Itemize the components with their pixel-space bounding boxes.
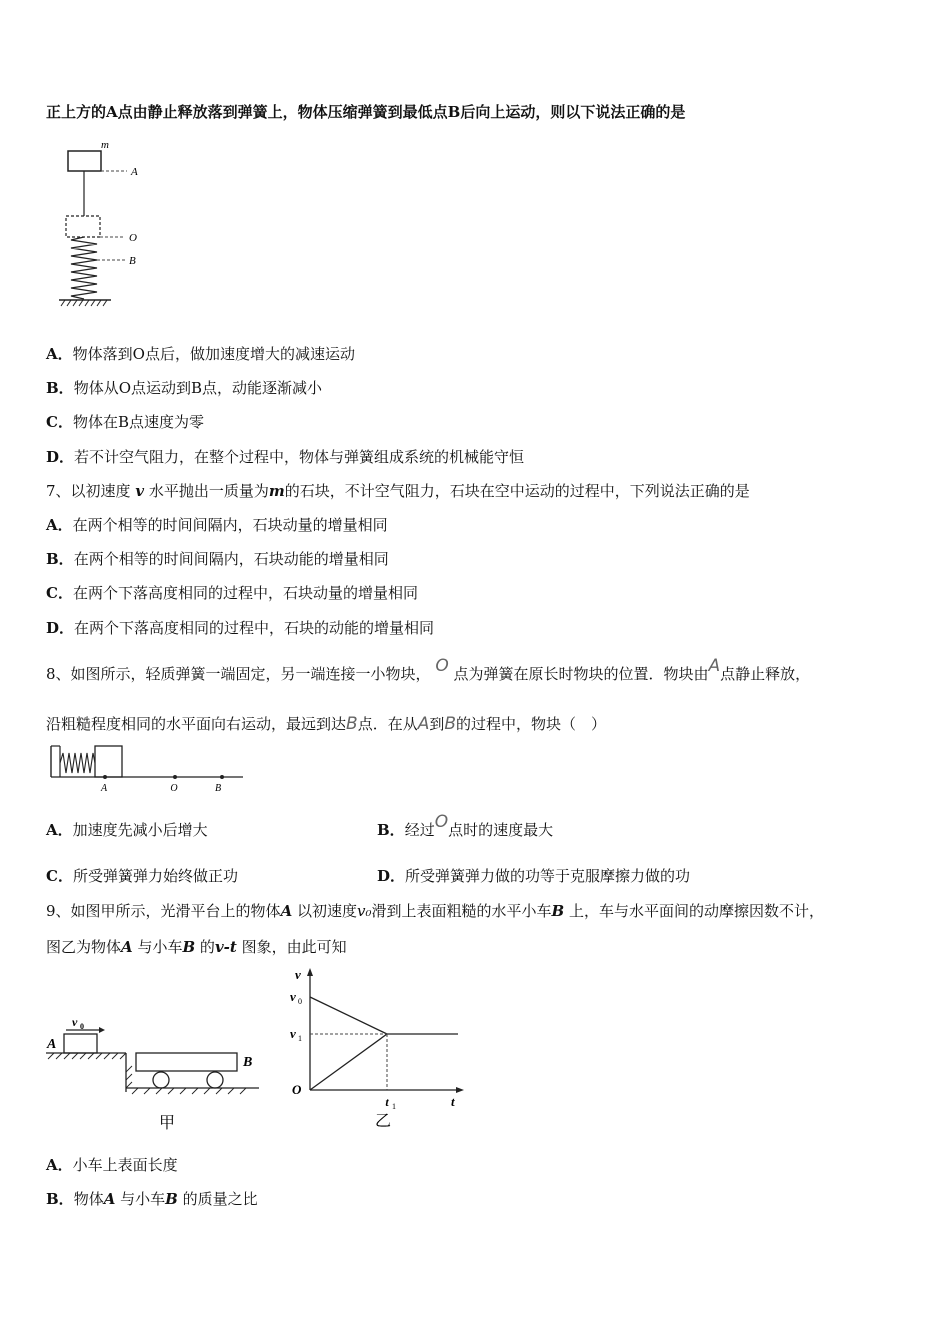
q8-stem-line2: 沿粗糙程度相同的水平面向右运动，最远到达B点．在从A到B的过程中，物块（ ）: [46, 714, 607, 734]
q6-option-b[interactable]: B．物体从O点运动到B点，动能逐渐减小: [46, 379, 323, 397]
q7-option-c[interactable]: C．在两个下落高度相同的过程中，石块动量的增量相同: [46, 584, 418, 602]
yi-axis-v: v: [295, 967, 301, 982]
fig8-label-a: A: [100, 783, 108, 794]
jia-label-b: B: [243, 1055, 253, 1070]
fig6-label-m: m: [101, 139, 109, 151]
yi-label-t1: t: [385, 1095, 389, 1109]
q9-figure-yi-vt-graph: [286, 966, 466, 1136]
yi-axis-t: t: [451, 1094, 455, 1109]
q9-figure-jia: [44, 1010, 264, 1135]
fig8-label-b: B: [214, 783, 222, 794]
svg-text:0: 0: [80, 1022, 84, 1031]
q9-option-a[interactable]: A．小车上表面长度: [46, 1156, 178, 1174]
fig8-label-o: O: [170, 783, 178, 794]
q6-spring-figure: [55, 138, 150, 308]
yi-caption: 乙: [374, 1113, 392, 1130]
q7-option-d[interactable]: D．在两个下落高度相同的过程中，石块的动能的增量相同: [46, 619, 435, 637]
fig6-label-a: A: [131, 166, 138, 178]
q8-spring-block-figure: [48, 743, 248, 795]
q9-option-b[interactable]: B．物体A 与小车B 的质量之比: [46, 1190, 258, 1208]
q7-stem: 7、以初速度 v 水平抛出一质量为m的石块，不计空气阻力，石块在空中运动的过程中，下列说法正确的是: [46, 482, 750, 500]
q6-option-d[interactable]: D．若不计空气阻力，在整个过程中，物体与弹簧组成系统的机械能守恒: [46, 448, 525, 466]
q8-option-d[interactable]: D．所受弹簧弹力做的功等于克服摩擦力做的功: [377, 867, 691, 885]
jia-label-v0: v: [72, 1015, 78, 1029]
svg-text:1: 1: [392, 1102, 396, 1111]
svg-text:0: 0: [298, 997, 302, 1006]
q8-option-c[interactable]: C．所受弹簧弹力始终做正功: [46, 867, 238, 885]
q7-option-b[interactable]: B．在两个相等的时间间隔内，石块动能的增量相同: [46, 550, 389, 568]
jia-label-a: A: [47, 1037, 57, 1052]
svg-text:1: 1: [298, 1034, 302, 1043]
q9-stem-line2: 图乙为物体A 与小车B 的v-t 图象，由此可知: [46, 938, 347, 956]
q8-stem-line1: 8、如图所示，轻质弹簧一端固定，另一端连接一小物块， O 点为弹簧在原长时物块的位置．物块由A点静止释放，: [46, 656, 811, 683]
q7-option-a[interactable]: A．在两个相等的时间间隔内，石块动量的增量相同: [46, 516, 388, 534]
yi-label-v1: v: [290, 1026, 296, 1041]
q6-stem: 正上方的A点由静止释放落到弹簧上，物体压缩弹簧到最低点B后向上运动，则以下说法正确的是: [46, 103, 686, 121]
q8-option-a[interactable]: A．加速度先减小后增大: [46, 821, 208, 839]
jia-caption: 甲: [158, 1115, 176, 1132]
q9-stem-line1: 9、如图甲所示，光滑平台上的物体A 以初速度v₀滑到上表面粗糙的水平小车B 上，车与水平面间的动摩擦因数不计，: [46, 902, 824, 920]
fig6-label-o: O: [129, 232, 137, 244]
q6-option-c[interactable]: C．物体在B点速度为零: [46, 413, 204, 431]
yi-label-v0: v: [290, 989, 296, 1004]
q6-option-a[interactable]: A．物体落到O点后，做加速度增大的减速运动: [46, 345, 355, 363]
q8-option-b[interactable]: B．经过O点时的速度最大: [377, 812, 554, 839]
yi-label-origin: O: [292, 1082, 302, 1097]
fig6-label-b: B: [129, 255, 136, 267]
